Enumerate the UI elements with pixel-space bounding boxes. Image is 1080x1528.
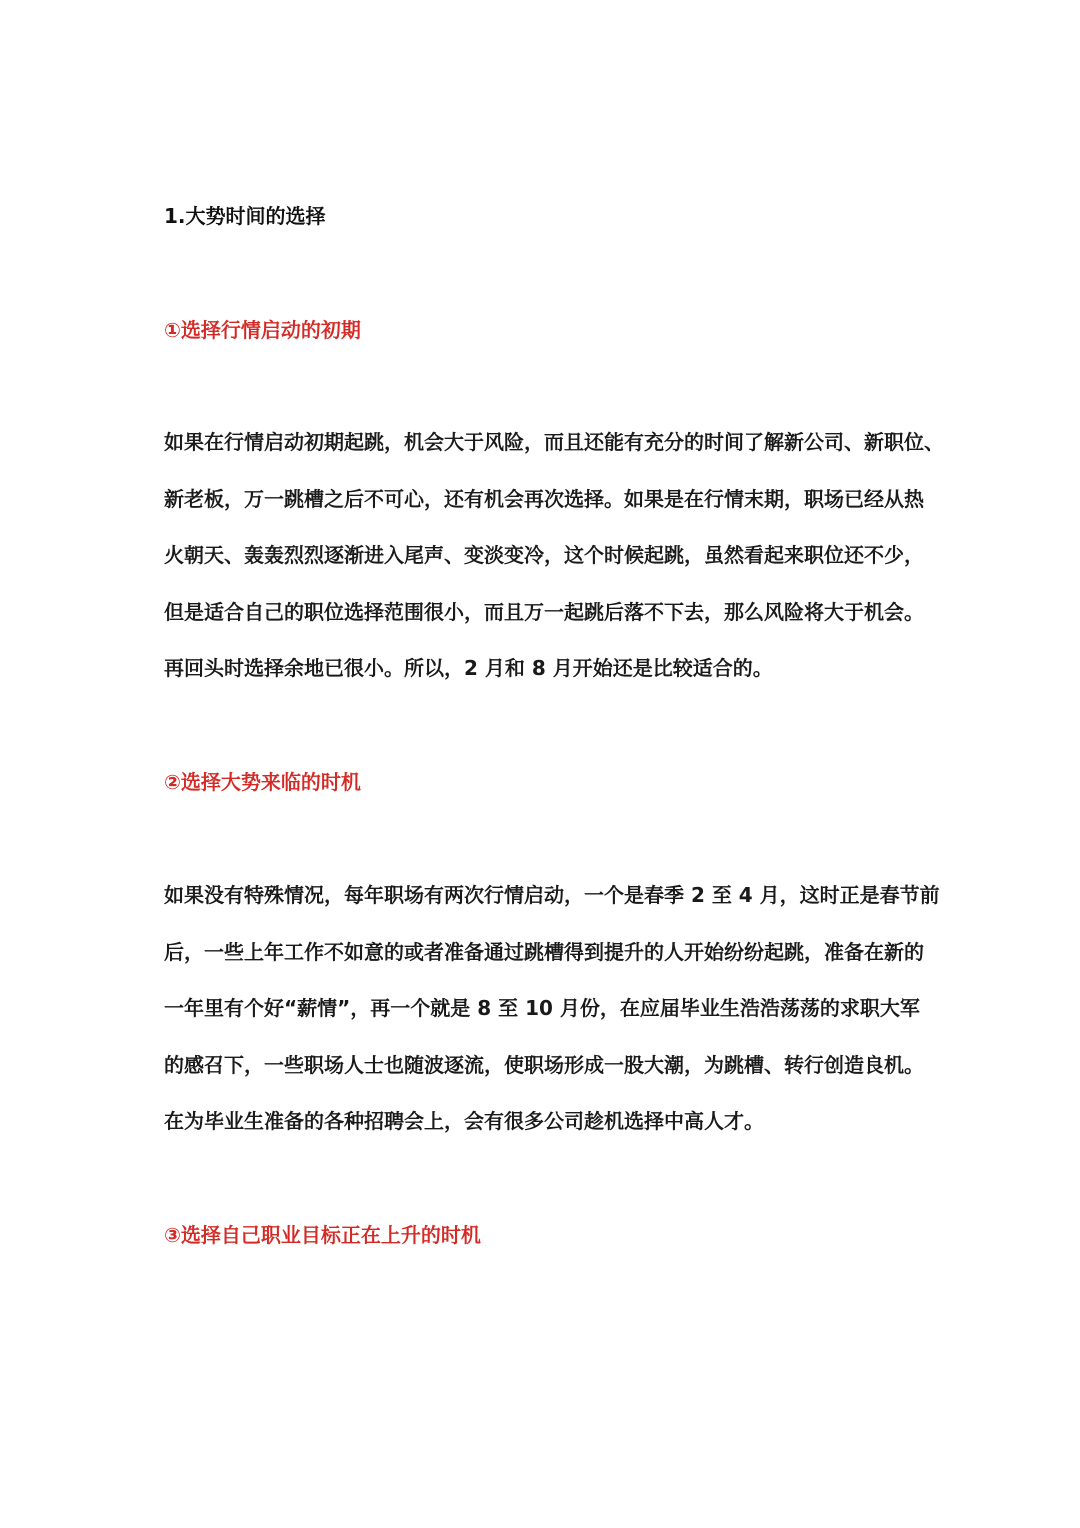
- paragraph-line: 但是适合自己的职位选择范围很小，而且万一起跳后落不下去，那么风险将大于机会。: [164, 599, 924, 624]
- paragraph-line: 的感召下，一些职场人士也随波逐流，使职场形成一股大潮，为跳槽、转行创造良机。: [164, 1052, 924, 1077]
- subheading-2: ②选择大势来临的时机: [164, 770, 361, 794]
- paragraph-line: 火朝天、轰轰烈烈逐渐进入尾声、变淡变冷，这个时候起跳，虽然看起来职位还不少，: [164, 543, 924, 567]
- paragraph-line: 在为毕业生准备的各种招聘会上，会有很多公司趁机选择中高人才。: [164, 1109, 764, 1133]
- section-title: 1.大势时间的选择: [164, 204, 326, 228]
- paragraph-line: 后，一些上年工作不如意的或者准备通过跳槽得到提升的人开始纷纷起跳，准备在新的: [164, 939, 924, 964]
- paragraph-line: 新老板，万一跳槽之后不可心，还有机会再次选择。如果是在行情末期，职场已经从热: [164, 486, 924, 511]
- subheading-1: ①选择行情启动的初期: [164, 318, 361, 342]
- subheading-3: ③选择自己职业目标正在上升的时机: [164, 1223, 481, 1247]
- paragraph-line: 再回头时选择余地已很小。所以，2 月和 8 月开始还是比较适合的。: [164, 656, 773, 680]
- paragraph-line: 一年里有个好“薪情”，再一个就是 8 至 10 月份，在应届毕业生浩浩荡荡的求职大军: [164, 996, 920, 1020]
- paragraph-2: [164, 881, 940, 1164]
- paragraph-1: [164, 428, 944, 711]
- paragraph-line: 如果没有特殊情况，每年职场有两次行情启动，一个是春季 2 至 4 月，这时正是春节前: [164, 883, 940, 907]
- paragraph-line: 如果在行情启动初期起跳，机会大于风险，而且还能有充分的时间了解新公司、新职位、: [164, 430, 944, 454]
